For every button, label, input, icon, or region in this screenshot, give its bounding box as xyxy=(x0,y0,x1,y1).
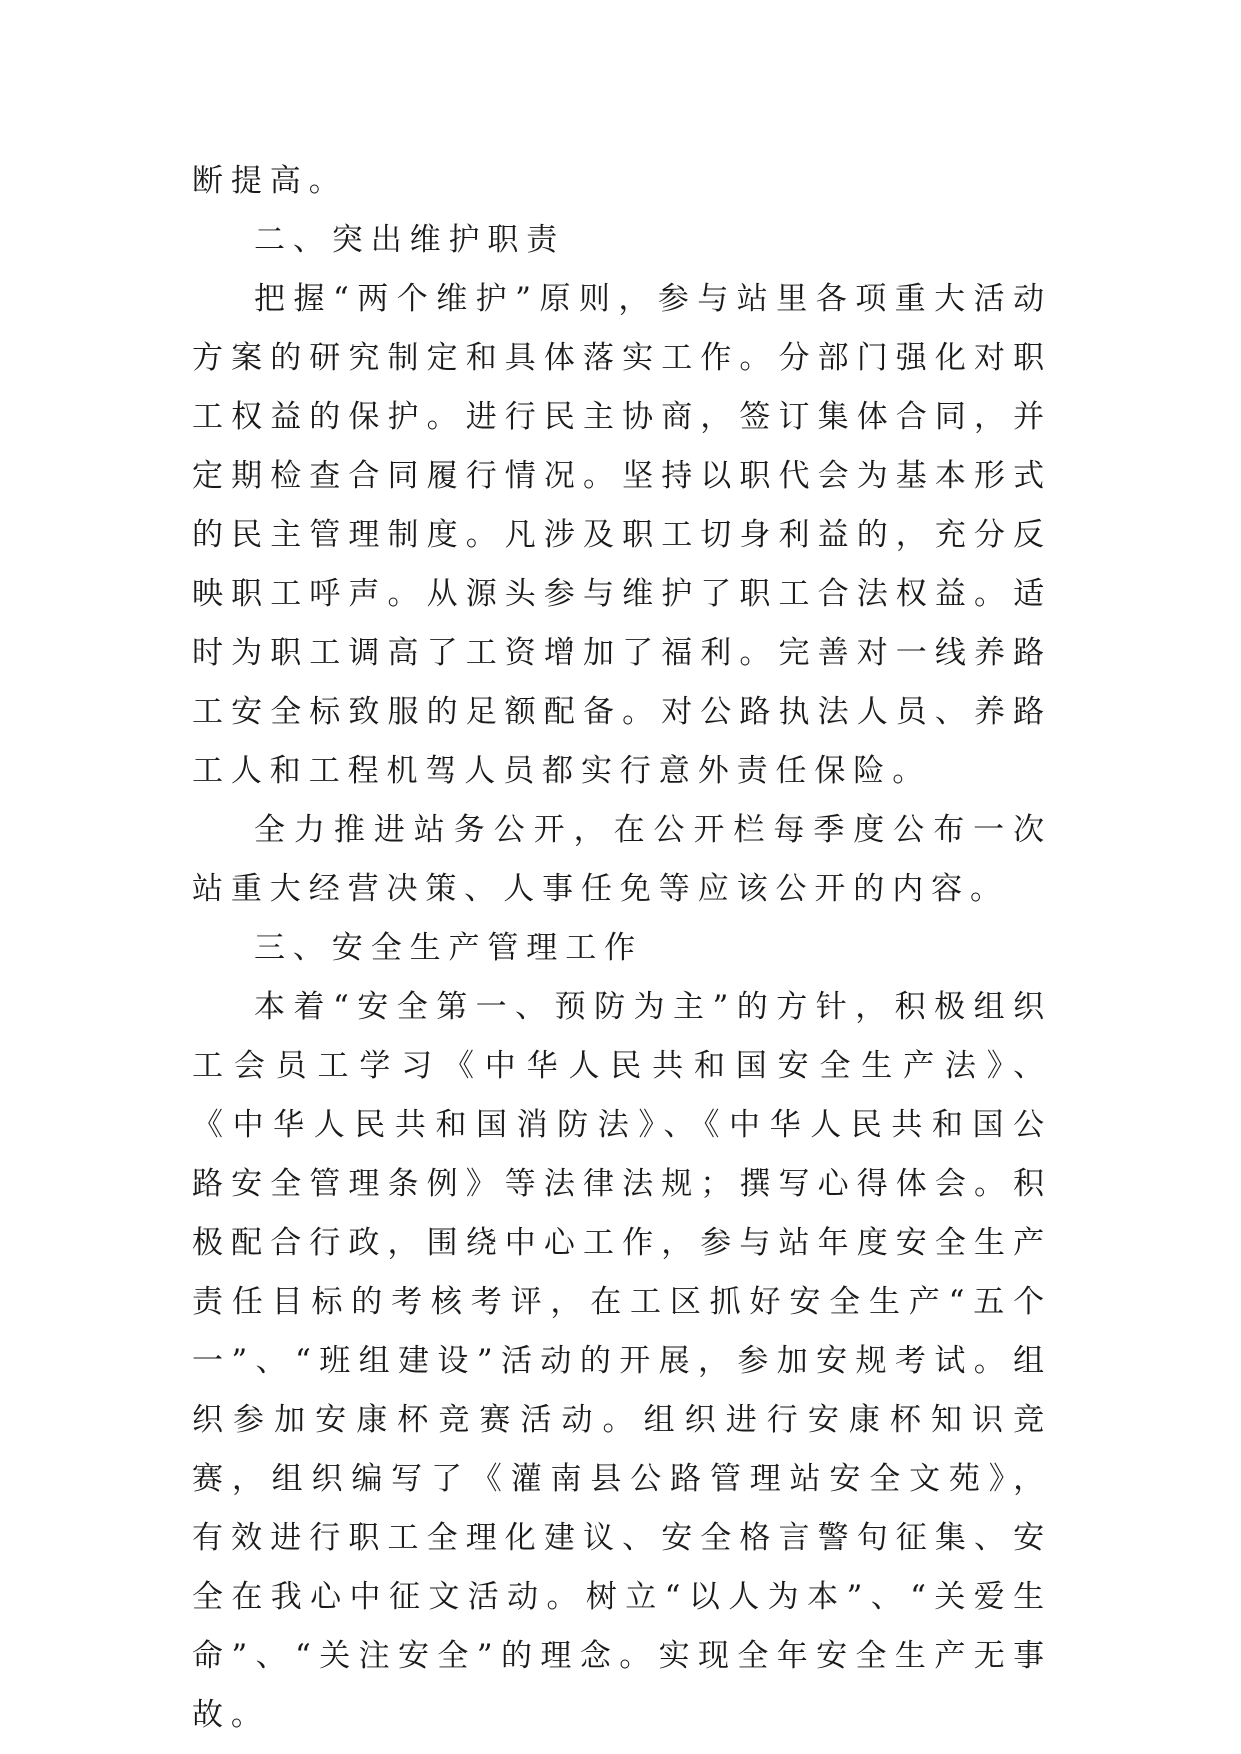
document-body xyxy=(192,152,1052,1745)
section-heading-3: 三、安全生产管理工作 xyxy=(254,930,643,966)
section-heading-2: 二、突出维护职责 xyxy=(254,222,566,258)
paragraph-station-affairs: 全力推进站务公开，在公开栏每季度公布一次站重大经营决策、人事任免等应该公开的内容。 xyxy=(192,812,1052,907)
paragraph-maintenance-duties: 把握“两个维护”原则，参与站里各项重大活动方案的研究制定和具体落实工作。分部门强化对职工权益的保护。进行民主协商，签订集体合同，并定期检查合同履行情况。坚持以职代会为基本形式的民主管理制度。凡涉及职工切身利益的，充分反映职工呼声。从源头参与维护了职工合法权益。适时为职工调高了工资增加了福利。完善对一线养路工安全标致服的足额配备。对公路执法人员、养路工人和工程机驾人员都实行意外责任保险。 xyxy=(192,281,1052,789)
paragraph-continuation: 断提高。 xyxy=(192,163,348,199)
paragraph-safety-management: 本着“安全第一、预防为主”的方针，积极组织工会员工学习《中华人民共和国安全生产法》、《中华人民共和国消防法》、《中华人民共和国公路安全管理条例》等法律法规；撰写心得体会。积极配合行政，围绕中心工作，参与站年度安全生产责任目标的考核考评，在工区抓好安全生产“五个一”、“班组建设”活动的开展，参加安规考试。组织参加安康杯竞赛活动。组织进行安康杯知识竞赛，组织编写了《灌南县公路管理站安全文苑》，有效进行职工全理化建议、安全格言警句征集、安全在我心中征文活动。树立“以人为本”、“关爱生命”、“关注安全”的理念。实现全年安全生产无事故。 xyxy=(192,989,1052,1733)
